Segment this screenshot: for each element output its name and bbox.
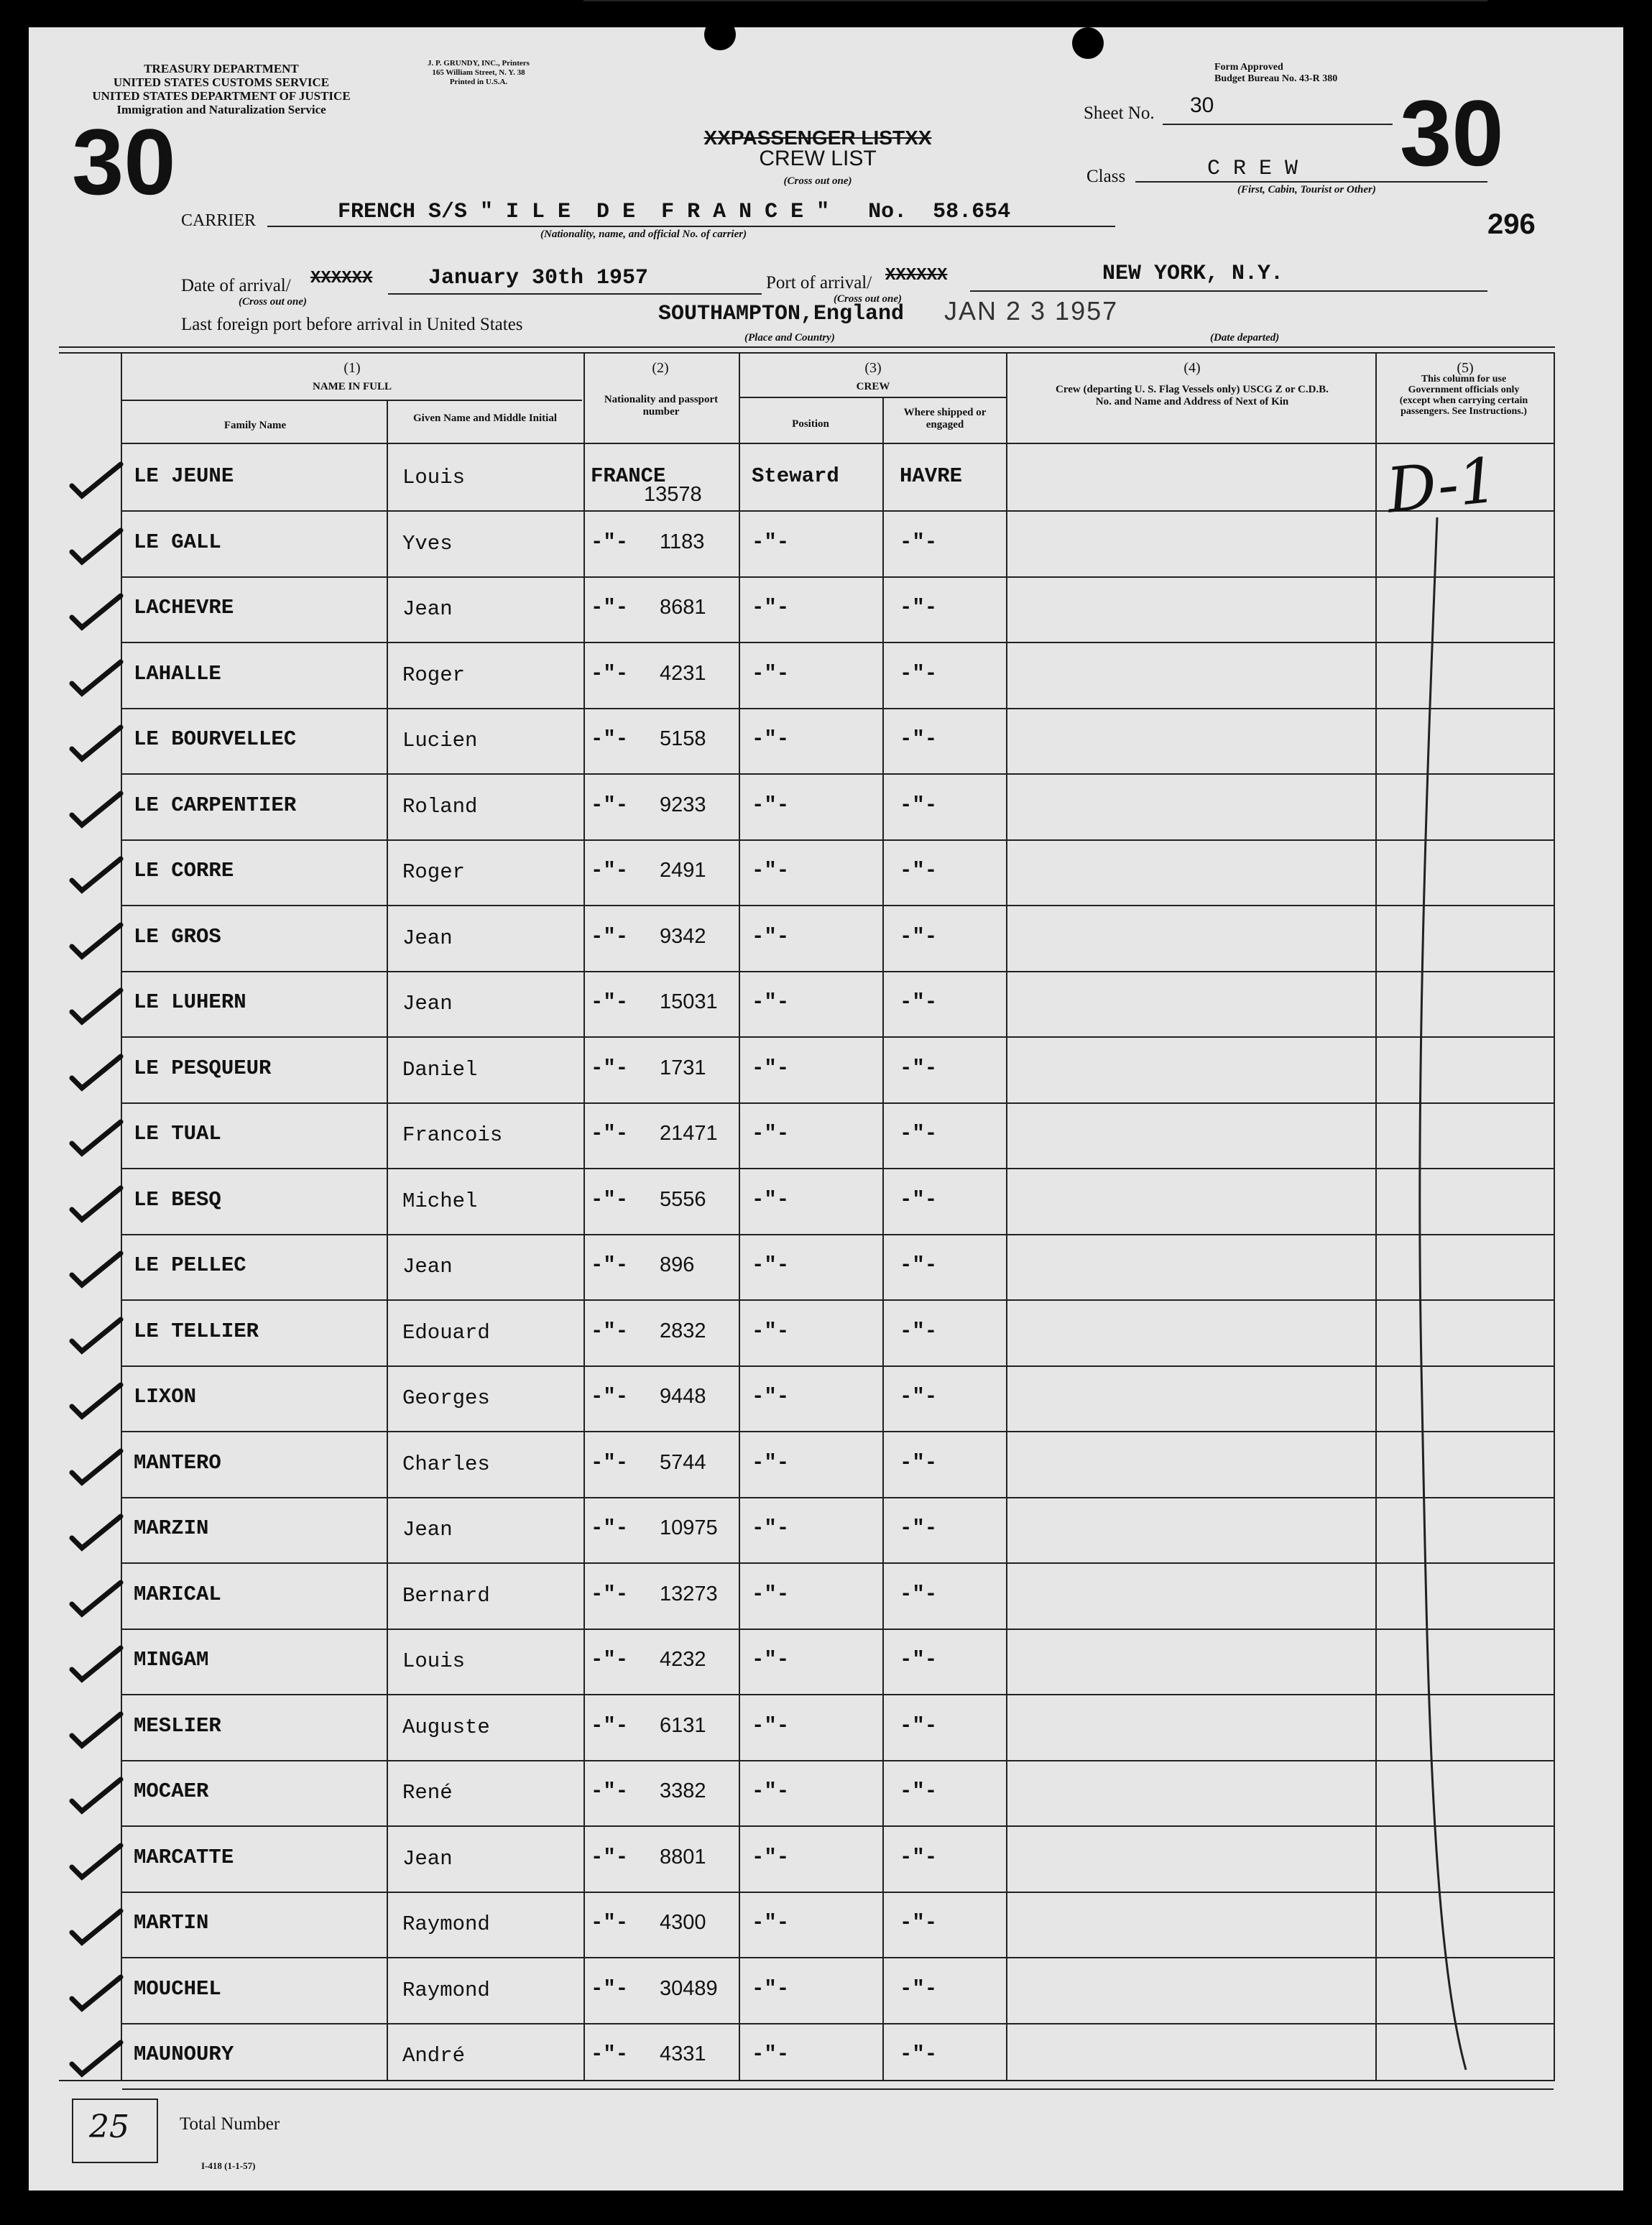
- check-mark-icon: [66, 2035, 124, 2078]
- given-name: Daniel: [402, 1058, 478, 1082]
- check-mark-icon: [66, 1312, 124, 1355]
- printer-line: Printed in U.S.A.: [449, 78, 508, 86]
- passport-number: 21471: [660, 1122, 718, 1145]
- check-mark-icon: [66, 918, 124, 961]
- list-type-title: CREW LIST: [759, 147, 877, 170]
- annotation-line: [1387, 503, 1487, 2084]
- given-name: Georges: [402, 1386, 490, 1410]
- where-shipped: -"-: [900, 1385, 938, 1409]
- given-name: André: [402, 2044, 466, 2068]
- position: -"-: [752, 530, 790, 554]
- where-shipped: -"-: [900, 793, 938, 817]
- check-mark-icon: [66, 1509, 124, 1552]
- arrival-date-note: (Cross out one): [239, 296, 308, 308]
- printer-line: 165 William Street, N. Y. 38: [432, 68, 525, 77]
- where-shipped: -"-: [900, 1714, 938, 1738]
- col4-title: Crew (departing U. S. Flag Vessels only) USCG Z or C.D.B. No. and Name and Address of Next of Kin: [1056, 384, 1329, 407]
- annotation-d1: D-1: [1383, 444, 1502, 528]
- check-mark-icon: [66, 1246, 124, 1289]
- where-shipped: -"-: [900, 727, 938, 751]
- col5-title: This column for use Government officials only (except when carrying certain passengers. See Instructions.): [1399, 374, 1528, 417]
- col1-number: (1): [343, 360, 361, 376]
- passport-number: 5556: [660, 1188, 706, 1211]
- family-name: MOUCHEL: [134, 1977, 221, 2001]
- check-mark-icon: [66, 1575, 124, 1618]
- nationality: -"-: [591, 925, 629, 949]
- position: -"-: [752, 1451, 790, 1475]
- nationality: -"-: [591, 2042, 629, 2066]
- nationality: -"-: [591, 793, 629, 817]
- arrival-date-label: Date of arrival/: [181, 276, 291, 295]
- position: -"-: [752, 990, 790, 1014]
- sheet-number-big-right: 30: [1400, 80, 1504, 185]
- arrival-port-crossed: XXXXXX: [885, 266, 948, 285]
- passport-number: 4331: [660, 2042, 706, 2065]
- position: -"-: [752, 1911, 790, 1935]
- agency-header: [70, 62, 372, 116]
- check-mark-icon: [66, 1904, 124, 1947]
- punch-hole-right: [1072, 27, 1104, 59]
- nationality: -"-: [591, 1122, 629, 1146]
- sheet-label: Sheet No.: [1084, 103, 1155, 123]
- nationality: -"-: [591, 1911, 629, 1935]
- nationality: -"-: [591, 990, 629, 1014]
- check-mark-icon: [66, 1641, 124, 1684]
- nationality: -"-: [591, 1648, 629, 1672]
- position: Steward: [752, 464, 839, 488]
- nationality: -"-: [591, 1451, 629, 1475]
- form-code: I-418 (1-1-57): [201, 2160, 256, 2171]
- carrier-value: FRENCH S/S " I L E D E F R A N C E " No. 58.654: [338, 200, 1011, 224]
- agency-line: UNITED STATES DEPARTMENT OF JUSTICE: [92, 89, 351, 103]
- where-shipped: -"-: [900, 1516, 938, 1540]
- carrier-label: CARRIER: [181, 211, 257, 230]
- nationality: -"-: [591, 1714, 629, 1738]
- position: -"-: [752, 1056, 790, 1080]
- printer-line: J. P. GRUNDY, INC., Printers: [428, 59, 530, 68]
- nationality: -"-: [591, 1779, 629, 1803]
- family-name: LACHEVRE: [134, 596, 234, 619]
- check-mark-icon: [66, 1378, 124, 1421]
- family-name: LE GALL: [134, 530, 221, 554]
- given-name: Francois: [402, 1123, 503, 1147]
- check-mark-icon: [66, 1707, 124, 1750]
- family-name: MARTIN: [134, 1911, 209, 1935]
- arrival-port-note: (Cross out one): [834, 293, 903, 305]
- given-name: Jean: [402, 1518, 453, 1542]
- where-shipped: -"-: [900, 859, 938, 883]
- passport-number: 2491: [660, 859, 706, 882]
- form-approved: [1214, 62, 1337, 85]
- passport-number: 15031: [660, 990, 718, 1013]
- nationality: -"-: [591, 1385, 629, 1409]
- agency-line: UNITED STATES CUSTOMS SERVICE: [113, 75, 330, 89]
- col3-number: (3): [864, 360, 882, 376]
- col-position-header: Position: [792, 418, 829, 430]
- passport-number: 10975: [660, 1516, 718, 1539]
- passport-number: 13273: [660, 1583, 718, 1606]
- family-name: MINGAM: [134, 1648, 209, 1672]
- check-mark-icon: [66, 1970, 124, 2013]
- last-port-label: Last foreign port before arrival in United States: [181, 315, 523, 334]
- passport-number: 8681: [660, 596, 706, 619]
- nationality: -"-: [591, 1516, 629, 1540]
- stamp-number: 296: [1487, 208, 1536, 240]
- given-name: Jean: [402, 992, 453, 1015]
- last-port-value: SOUTHAMPTON,England: [658, 302, 905, 326]
- passport-number: 5158: [660, 727, 706, 750]
- given-name: Roger: [402, 860, 466, 884]
- family-name: LAHALLE: [134, 662, 221, 686]
- passport-number: 30489: [660, 1977, 718, 2000]
- check-mark-icon: [66, 720, 124, 763]
- passport-number: 2832: [660, 1319, 706, 1342]
- arrival-date-crossed: XXXXXX: [310, 269, 373, 288]
- family-name: MANTERO: [134, 1451, 221, 1475]
- col-family-header: Family Name: [223, 420, 287, 431]
- given-name: Jean: [402, 926, 453, 950]
- family-name: LE PELLEC: [134, 1253, 246, 1277]
- total-value: 25: [89, 2109, 129, 2145]
- family-name: LE CORRE: [134, 859, 234, 883]
- given-name: Yves: [402, 532, 453, 556]
- passport-number: 4231: [660, 662, 706, 685]
- where-shipped: -"-: [900, 1056, 938, 1080]
- where-shipped: -"-: [900, 1451, 938, 1475]
- class-value: C R E W: [1207, 157, 1298, 181]
- total-label: Total Number: [180, 2114, 280, 2134]
- given-name: Jean: [402, 1847, 453, 1871]
- family-name: MOCAER: [134, 1779, 209, 1803]
- where-shipped: -"-: [900, 1583, 938, 1606]
- col3-title: CREW: [856, 381, 890, 392]
- last-port-date-note: (Date departed): [1210, 332, 1280, 344]
- family-name: LE LUHERN: [134, 990, 246, 1014]
- col-given-header: Given Name and Middle Initial: [412, 413, 558, 424]
- passport-number: 896: [660, 1253, 695, 1276]
- nationality: -"-: [591, 530, 629, 554]
- agency-line: Immigration and Naturalization Service: [116, 103, 326, 116]
- check-mark-icon: [66, 1049, 124, 1092]
- where-shipped: -"-: [900, 2042, 938, 2066]
- printer-imprint: [400, 59, 558, 87]
- position: -"-: [752, 1188, 790, 1212]
- nationality: -"-: [591, 1583, 629, 1606]
- given-name: Bernard: [402, 1584, 490, 1608]
- arrival-port-label: Port of arrival/: [766, 273, 872, 292]
- where-shipped: -"-: [900, 1122, 938, 1146]
- position: -"-: [752, 1779, 790, 1803]
- family-name: LE TELLIER: [134, 1319, 259, 1343]
- check-mark-icon: [66, 1444, 124, 1487]
- given-name: René: [402, 1781, 453, 1805]
- position: -"-: [752, 596, 790, 619]
- position: -"-: [752, 859, 790, 883]
- nationality: -"-: [591, 1846, 629, 1869]
- nationality: -"-: [591, 1188, 629, 1212]
- check-mark-icon: [66, 523, 124, 566]
- row-divider: [122, 2088, 1554, 2090]
- family-name: MARZIN: [134, 1516, 209, 1540]
- position: -"-: [752, 1977, 790, 2001]
- given-name: Michel: [402, 1189, 478, 1213]
- family-name: LE BESQ: [134, 1188, 221, 1212]
- passport-number: 5744: [660, 1451, 706, 1474]
- family-name: LE GROS: [134, 925, 221, 949]
- where-shipped: -"-: [900, 662, 938, 686]
- where-shipped: -"-: [900, 530, 938, 554]
- position: -"-: [752, 1583, 790, 1606]
- passport-number: 6131: [660, 1714, 706, 1737]
- family-name: LE PESQUEUR: [134, 1056, 272, 1080]
- where-shipped: -"-: [900, 1188, 938, 1212]
- sheet-number-big-left: 30: [72, 109, 176, 214]
- check-mark-icon: [66, 655, 124, 698]
- where-shipped: -"-: [900, 925, 938, 949]
- where-shipped: -"-: [900, 596, 938, 619]
- col2-title: Nationality and passport number: [604, 394, 719, 418]
- col1-title: NAME IN FULL: [312, 381, 392, 392]
- position: -"-: [752, 2042, 790, 2066]
- where-shipped: -"-: [900, 1911, 938, 1935]
- given-name: Roger: [402, 663, 466, 687]
- family-name: MAUNOURY: [134, 2042, 234, 2066]
- nationality: -"-: [591, 1253, 629, 1277]
- given-name: Auguste: [402, 1715, 490, 1739]
- agency-line: TREASURY DEPARTMENT: [144, 62, 299, 75]
- nationality: -"-: [591, 1977, 629, 2001]
- check-mark-icon: [66, 786, 124, 829]
- list-type-crossed: XXPASSENGER LISTXX: [703, 126, 932, 149]
- family-name: LIXON: [134, 1385, 197, 1409]
- position: -"-: [752, 1516, 790, 1540]
- col-where-header: Where shipped or engaged: [903, 407, 987, 430]
- passport-number: 4300: [660, 1911, 706, 1934]
- check-mark-icon: [66, 1838, 124, 1881]
- list-type-note: (Cross out one): [783, 175, 852, 187]
- position: -"-: [752, 727, 790, 751]
- punch-hole-left: [704, 19, 736, 50]
- family-name: LE BOURVELLEC: [134, 727, 297, 751]
- given-name: Louis: [402, 466, 466, 489]
- family-name: MARICAL: [134, 1583, 221, 1606]
- position: -"-: [752, 1648, 790, 1672]
- given-name: Raymond: [402, 1912, 490, 1936]
- check-mark-icon: [66, 1181, 124, 1224]
- date-departed-stamp: JAN 2 3 1957: [944, 296, 1119, 326]
- position: -"-: [752, 662, 790, 686]
- check-mark-icon: [66, 1772, 124, 1815]
- position: -"-: [752, 1253, 790, 1277]
- arrival-date-value: January 30th 1957: [428, 266, 649, 290]
- where-shipped: -"-: [900, 1253, 938, 1277]
- where-shipped: -"-: [900, 1319, 938, 1343]
- where-shipped: -"-: [900, 1846, 938, 1869]
- position: -"-: [752, 793, 790, 817]
- where-shipped: HAVRE: [900, 464, 963, 488]
- check-mark-icon: [66, 1115, 124, 1158]
- position: -"-: [752, 1319, 790, 1343]
- passport-number: 3382: [660, 1779, 706, 1802]
- passport-number: 4232: [660, 1648, 706, 1671]
- passport-number: 1183: [660, 530, 705, 553]
- passport-number: 13578: [644, 483, 702, 506]
- nationality: -"-: [591, 859, 629, 883]
- sheet-value: 30: [1190, 93, 1214, 117]
- nationality: -"-: [591, 1319, 629, 1343]
- class-note: (First, Cabin, Tourist or Other): [1237, 184, 1376, 195]
- given-name: Jean: [402, 597, 453, 621]
- given-name: Jean: [402, 1255, 453, 1279]
- nationality: -"-: [591, 596, 629, 619]
- given-name: Roland: [402, 795, 478, 819]
- given-name: Raymond: [402, 1978, 490, 2002]
- last-port-place-note: (Place and Country): [744, 332, 835, 344]
- position: -"-: [752, 1714, 790, 1738]
- family-name: LE JEUNE: [134, 464, 234, 488]
- form-approved-line: Budget Bureau No. 43-R 380: [1214, 73, 1338, 84]
- family-name: LE TUAL: [134, 1122, 221, 1146]
- col5-number: (5): [1457, 360, 1474, 376]
- position: -"-: [752, 925, 790, 949]
- check-mark-icon: [66, 852, 124, 895]
- nationality: -"-: [591, 1056, 629, 1080]
- family-name: MARCATTE: [134, 1846, 234, 1869]
- passport-number: 1731: [660, 1056, 706, 1079]
- check-mark-icon: [66, 457, 124, 500]
- class-label: Class: [1086, 167, 1126, 186]
- passport-number: 9448: [660, 1385, 706, 1408]
- arrival-port-value: NEW YORK, N.Y.: [1102, 262, 1284, 286]
- family-name: LE CARPENTIER: [134, 793, 297, 817]
- carrier-note: (Nationality, name, and official No. of carrier): [540, 229, 747, 240]
- passport-number: 9342: [660, 925, 706, 948]
- where-shipped: -"-: [900, 1977, 938, 2001]
- given-name: Charles: [402, 1452, 490, 1476]
- position: -"-: [752, 1122, 790, 1146]
- passport-number: 8801: [660, 1846, 706, 1869]
- where-shipped: -"-: [900, 1779, 938, 1803]
- check-mark-icon: [66, 983, 124, 1026]
- nationality: FRANCE: [591, 464, 666, 488]
- position: -"-: [752, 1385, 790, 1409]
- form-approved-line: Form Approved: [1214, 62, 1283, 73]
- position: -"-: [752, 1846, 790, 1869]
- family-name: MESLIER: [134, 1714, 221, 1738]
- where-shipped: -"-: [900, 990, 938, 1014]
- given-name: Lucien: [402, 729, 478, 752]
- check-mark-icon: [66, 589, 124, 632]
- col2-number: (2): [652, 360, 669, 376]
- nationality: -"-: [591, 662, 629, 686]
- col4-number: (4): [1183, 360, 1201, 376]
- where-shipped: -"-: [900, 1648, 938, 1672]
- nationality: -"-: [591, 727, 629, 751]
- given-name: Louis: [402, 1649, 466, 1673]
- passport-number: 9233: [660, 793, 706, 816]
- given-name: Edouard: [402, 1321, 490, 1345]
